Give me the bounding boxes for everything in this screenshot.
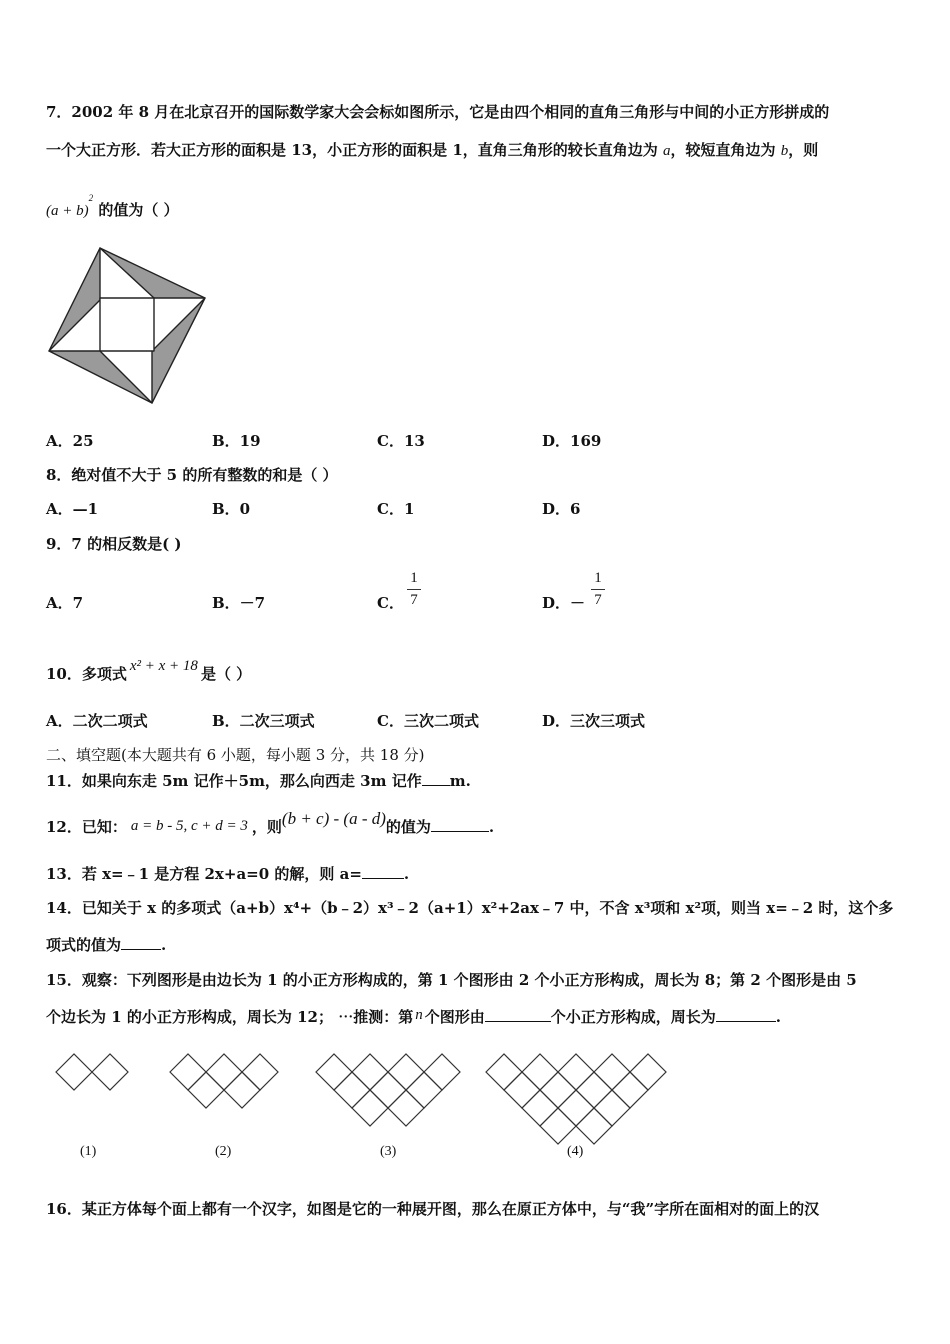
q7-triangle-left (49, 248, 100, 351)
q8-option-b[interactable]: B．0 (212, 500, 251, 518)
q10-suffix: 是（ ） (200, 665, 252, 683)
q15-caption-4: (4) (567, 1144, 584, 1159)
q12-tail: . (488, 818, 495, 836)
q15-tail: . (775, 1008, 781, 1026)
q15-line2a: 个边长为 1 的小正方形构成，周长为 12； ⋯推测：第 (46, 1008, 414, 1026)
q7-line2a: 一个大正方形．若大正方形的面积是 13，小正方形的面积是 1，直角三角形的较长直角边为 (46, 141, 663, 159)
q9-d-fraction-bar (591, 589, 605, 590)
q9-option-a[interactable]: A．7 (46, 594, 84, 612)
q9-c-denominator: 7 (410, 592, 418, 608)
q14-answer-blank[interactable] (121, 935, 161, 950)
q10-option-d[interactable]: D．三次三项式 (542, 712, 646, 730)
q7-var-a: a (662, 143, 671, 159)
q9-option-b[interactable]: B．－7 (212, 594, 266, 612)
q14-line2-text: 项式的值为 (46, 936, 122, 954)
q7-line2c: ，则 (788, 141, 819, 159)
q7-triangle-right (152, 298, 205, 403)
q15-var-n: n (415, 1007, 423, 1023)
q11-answer-blank[interactable] (422, 771, 450, 786)
q16-line1: 16．某正方体每个面上都有一个汉字，如图是它的一种展开图，那么在原正方体中，与“我”字所在面相对的面上的汉 (46, 1200, 820, 1218)
q10-stem (46, 658, 252, 685)
q7-line1: 7．2002 年 8 月在北京召开的国际数学家大会会标如图所示，它是由四个相同的直角三角形与中间的小正方形拼成的 (46, 103, 830, 121)
q15-blank-perimeter[interactable] (716, 1007, 776, 1022)
section2-title: 二、填空题(本大题共有 6 小题，每小题 3 分，共 18 分) (46, 746, 425, 764)
q7-pinwheel-figure (44, 244, 210, 408)
q7-option-a[interactable]: A．25 (46, 432, 94, 450)
q14-line2 (46, 935, 166, 955)
q8-option-c[interactable]: C．1 (377, 500, 415, 518)
q7-triangle-bottom (49, 351, 152, 403)
q7-expr-exp: 2 (88, 193, 94, 203)
q10-polynomial: x² + x + 18 (129, 658, 198, 674)
q9-option-d[interactable]: D．－ (542, 594, 586, 612)
q15-blank-count[interactable] (485, 1007, 551, 1022)
q7-option-d[interactable]: D．169 (542, 432, 602, 450)
q7-line2b: ，较短直角边为 (670, 141, 781, 159)
q15-caption-3: (3) (380, 1144, 397, 1159)
q7-line3-text: 的值为（ ） (93, 201, 179, 219)
q9-stem: 9．7 的相反数是( ) (46, 535, 182, 553)
q12-mid: ，则 (251, 818, 282, 836)
q7-inner-square (100, 298, 154, 351)
q9-d-numerator: 1 (594, 570, 602, 586)
q12-text (46, 809, 495, 838)
q12-answer-blank[interactable] (431, 817, 489, 832)
q9-c-fraction-bar (407, 589, 421, 590)
q9-option-c[interactable]: C． (377, 594, 404, 612)
q13-tail: . (403, 865, 410, 883)
q9-option-c-fraction (407, 570, 421, 609)
q13-answer-blank[interactable] (362, 864, 404, 879)
q11-stem: 11．如果向东走 5m 记作＋5m，那么向西走 3m 记作 (46, 772, 422, 790)
q8-option-a[interactable]: A．—1 (46, 500, 99, 518)
q13-stem: 13．若 x=﹣1 是方程 2x+a=0 的解，则 a= (46, 865, 362, 883)
q9-c-numerator: 1 (410, 570, 418, 586)
q12-prefix: 12．已知： (46, 818, 127, 836)
q14-line1: 14．已知关于 x 的多项式（a+b）x⁴+（b﹣2）x³﹣2（a+1）x²+2ax﹣7 中，不含 x³项和 x²项，则当 x=﹣2 时，这个多 (46, 899, 894, 917)
q13-text (46, 864, 409, 884)
q12-expr: (b + c) - (a - d) (281, 809, 386, 828)
q8-option-d[interactable]: D．6 (542, 500, 581, 518)
q12-suffix: 的值为 (385, 818, 431, 836)
q10-option-c[interactable]: C．三次二项式 (377, 712, 479, 730)
q11-text (46, 771, 471, 791)
q14-tail: . (161, 936, 167, 954)
q15-line2 (46, 1007, 781, 1028)
q7-expr: (a + b) (46, 203, 89, 219)
q15-pattern-figure-2 (166, 1048, 284, 1114)
q15-pattern-figure-3 (312, 1048, 466, 1132)
q15-line2b: 个图形由 (424, 1008, 485, 1026)
q15-pattern-figure-1 (52, 1048, 134, 1096)
q7-line2 (46, 140, 818, 161)
q7-line3 (46, 193, 179, 221)
q10-option-a[interactable]: A．二次二项式 (46, 712, 148, 730)
q15-caption-1: (1) (80, 1144, 97, 1159)
q7-option-c[interactable]: C．13 (377, 432, 425, 450)
q7-option-b[interactable]: B．19 (212, 432, 261, 450)
q9-option-d-fraction (591, 570, 605, 609)
q7-triangle-top (100, 248, 205, 298)
q10-option-b[interactable]: B．二次三项式 (212, 712, 315, 730)
q15-pattern-figure-4 (482, 1048, 670, 1148)
q15-caption-2: (2) (215, 1144, 232, 1159)
q11-tail: m. (449, 772, 471, 790)
q15-line2c: 个小正方形构成，周长为 (550, 1008, 716, 1026)
q10-prefix: 10．多项式 (46, 665, 127, 683)
q8-stem: 8．绝对值不大于 5 的所有整数的和是（ ） (46, 466, 338, 484)
q15-line1: 15．观察：下列图形是由边长为 1 的小正方形构成的，第 1 个图形由 2 个小正方形构成，周长为 8；第 2 个图形是由 5 (46, 971, 857, 989)
q7-var-b: b (780, 143, 789, 159)
q12-given: a = b - 5, c + d = 3 (130, 818, 248, 834)
q9-d-denominator: 7 (594, 592, 602, 608)
